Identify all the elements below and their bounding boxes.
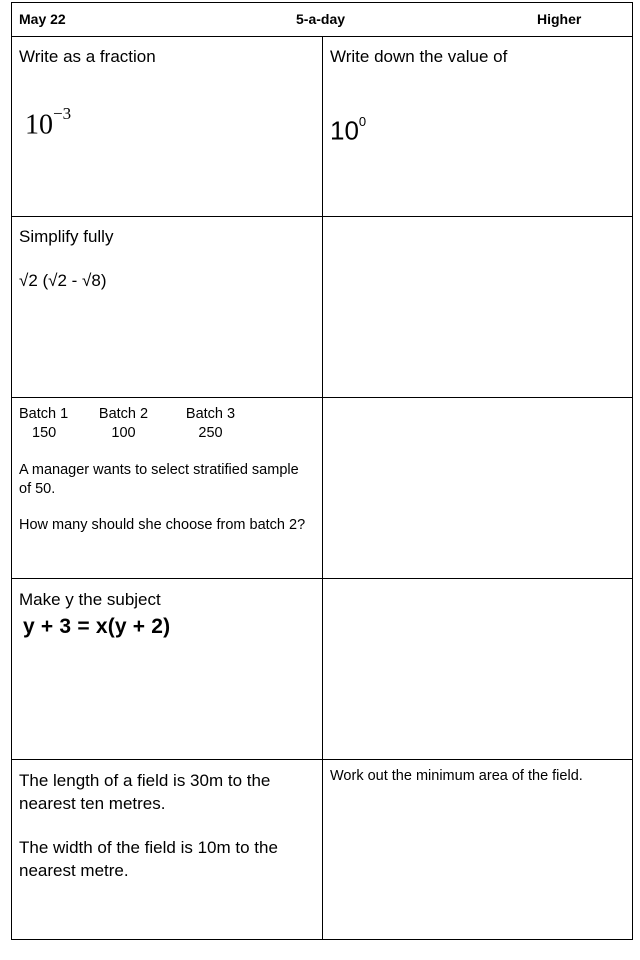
q6-question: Work out the minimum area of the field. [330,768,583,784]
q4-text-2: How many should she choose from batch 2? [19,517,306,533]
q2-base: 10 [330,115,359,146]
q3-expression: √2 (√2 - √8) [19,271,107,290]
batch-3-name: Batch 3 [185,406,236,422]
question-3-cell [12,217,323,398]
answer-4-cell [323,398,632,579]
answer-5-cell [323,579,632,760]
q6-text-2: The width of the field is 10m to the nearest metre. [19,838,278,880]
worksheet [11,2,633,940]
header-date: May 22 [19,11,66,27]
answer-3-cell [323,217,632,398]
q2-expression [330,114,367,146]
q1-expression [25,104,72,141]
batch-1-value: 150 [32,425,57,441]
question-6-answer-cell [323,760,632,939]
question-1-cell [12,36,323,217]
q6-text-1: The length of a field is 30m to the nearest ten metres. [19,771,271,813]
q1-exponent: −3 [53,104,72,123]
q5-prompt: Make y the subject [19,590,161,609]
question-6-cell [12,760,323,939]
question-2-cell [323,36,632,217]
q1-prompt: Write as a fraction [19,47,156,66]
batch-2-value: 100 [111,425,136,441]
batch-2 [79,405,168,443]
batch-2-name: Batch 2 [98,406,149,422]
q3-prompt: Simplify fully [19,227,114,246]
q5-equation: y + 3 = x(y + 2) [23,615,171,638]
batch-1-name: Batch 1 [19,406,69,422]
header-title: 5-a-day [296,11,346,27]
batch-3-value: 250 [198,425,223,441]
question-4-cell [12,398,323,579]
q2-prompt: Write down the value of [330,47,508,66]
q2-exponent: 0 [358,114,367,129]
q1-base: 10 [25,109,53,141]
question-5-cell [12,579,323,760]
header-level: Higher [537,11,582,27]
header-bar [12,3,632,37]
batch-3 [168,405,253,443]
batch-table [19,405,253,443]
batch-1 [19,405,79,443]
q4-text-1: A manager wants to select stratified sample of 50. [19,462,299,497]
